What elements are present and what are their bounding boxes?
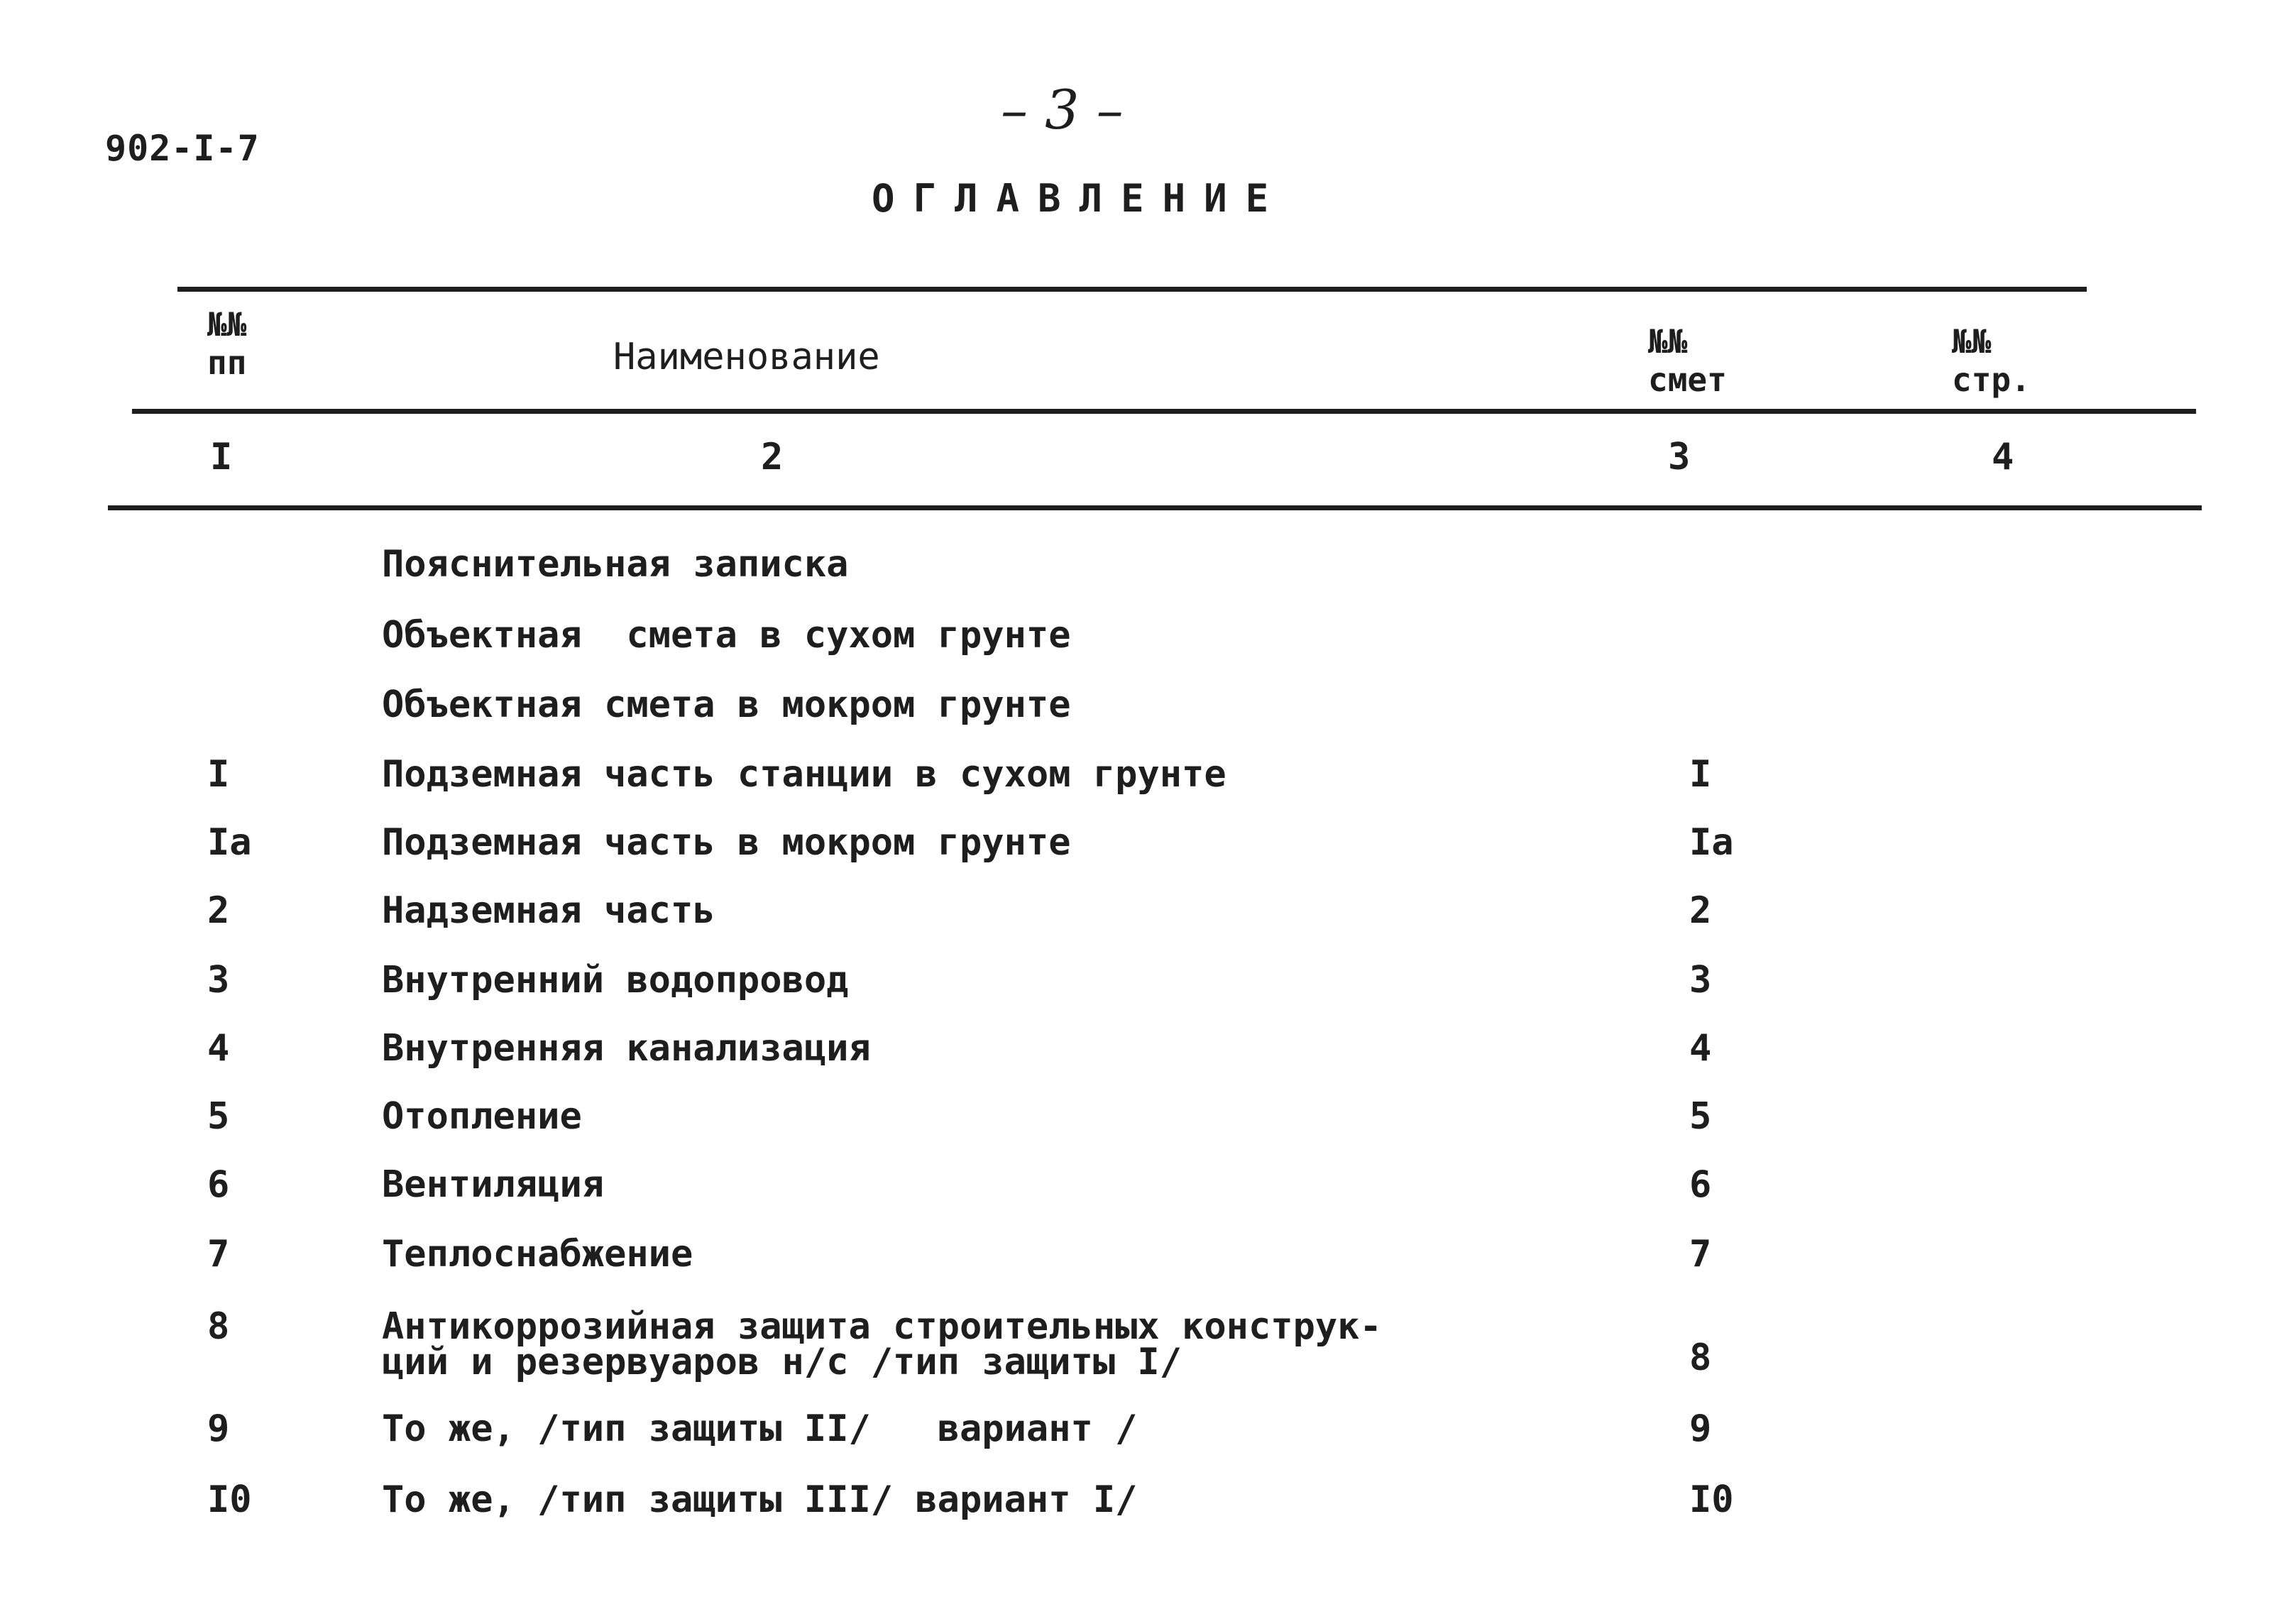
- column-numbers-rule: [108, 505, 2202, 510]
- row-number: I: [207, 753, 230, 796]
- column-number-3: 3: [1668, 436, 1691, 478]
- column-number-2: 2: [761, 436, 784, 478]
- row-estimate: 3: [1689, 959, 1712, 1002]
- row-number: 4: [207, 1027, 230, 1070]
- row-name: Пояснительная записка: [382, 543, 849, 586]
- row-name: Объектная смета в сухом грунте: [382, 614, 1071, 657]
- row-name: Отопление: [382, 1095, 582, 1138]
- row-estimate: 2: [1689, 889, 1712, 932]
- page-title: ОГЛАВЛЕНИЕ: [872, 176, 1288, 221]
- row-name: Объектная смета в мокром грунте: [382, 684, 1071, 726]
- row-name: Антикоррозийная защита строительных конструк- ций и резервуаров н/с /тип защиты I/: [382, 1305, 1382, 1383]
- row-name: Внутренняя канализация: [382, 1027, 871, 1070]
- row-name: То же, /тип защиты II/ вариант /: [382, 1408, 1138, 1450]
- row-name: Надземная часть: [382, 889, 715, 932]
- row-estimate: 4: [1689, 1027, 1712, 1070]
- row-number: 9: [207, 1408, 230, 1450]
- row-name: Внутренний водопровод: [382, 959, 849, 1002]
- row-number: 2: [207, 889, 230, 932]
- row-estimate: I0: [1689, 1478, 1734, 1521]
- document-code: 902-I-7: [105, 128, 260, 169]
- header-page: №№ стр.: [1952, 322, 2031, 399]
- header-name: Наименование: [613, 336, 880, 378]
- row-estimate: Iа: [1689, 821, 1734, 864]
- row-name: То же, /тип защиты III/ вариант I/: [382, 1478, 1138, 1521]
- row-number: I0: [207, 1478, 252, 1521]
- table-top-rule: [177, 287, 2087, 292]
- row-number: 3: [207, 959, 230, 1002]
- row-estimate: 8: [1689, 1337, 1712, 1379]
- row-number: 5: [207, 1095, 230, 1138]
- row-number: 6: [207, 1163, 230, 1206]
- row-name: Подземная часть станции в сухом грунте: [382, 753, 1226, 796]
- row-name: Вентиляция: [382, 1163, 605, 1206]
- row-number: 7: [207, 1233, 230, 1275]
- page-number: – 3 –: [1001, 78, 1124, 141]
- header-pp: №№ пп: [207, 305, 247, 382]
- header-estimate: №№ смет: [1648, 322, 1727, 399]
- row-name: Подземная часть в мокром грунте: [382, 821, 1071, 864]
- column-number-4: 4: [1992, 436, 2014, 478]
- row-number: Iа: [207, 821, 252, 864]
- row-number: 8: [207, 1305, 230, 1348]
- row-estimate: I: [1689, 753, 1712, 796]
- row-name: Теплоснабжение: [382, 1233, 693, 1275]
- row-estimate: 7: [1689, 1233, 1712, 1275]
- header-bottom-rule: [132, 409, 2196, 414]
- row-estimate: 9: [1689, 1408, 1712, 1450]
- row-estimate: 5: [1689, 1095, 1712, 1138]
- column-number-1: I: [210, 436, 233, 478]
- row-estimate: 6: [1689, 1163, 1712, 1206]
